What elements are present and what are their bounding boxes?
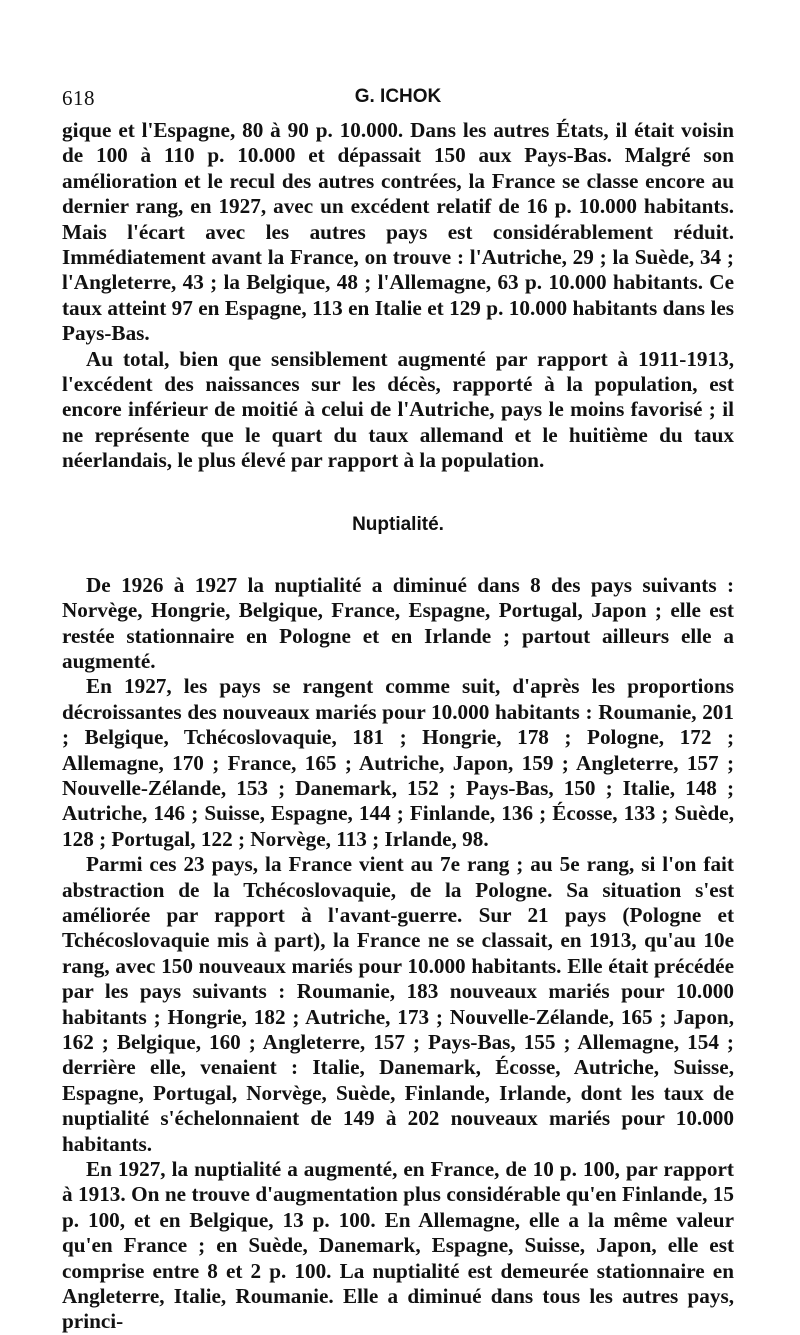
text-block-after (62, 573, 734, 1335)
document-page (62, 78, 734, 1335)
paragraph: Parmi ces 23 pays, la France vient au 7e rang ; au 5e rang, si l'on fait abstraction de la Tchécoslovaquie, de la Pologne. Sa situation s'est améliorée par rapport à l'avant-guerre. Sur 21 pays (Pologne et Tchécoslovaquie mis à part), la France ne se classait, en 1913, qu'au 10e rang, avec 150 nouveaux mariés pour 10.000 habitants. Elle était précédée par les pays suivants : Roumanie, 183 nouveaux mariés pour 10.000 habitants ; Hongrie, 182 ; Autriche, 173 ; Nouvelle-Zélande, 165 ; Japon, 162 ; Belgique, 160 ; Angleterre, 157 ; Pays-Bas, 155 ; Allemagne, 154 ; derrière elle, venaient : Italie, Danemark, Écosse, Autriche, Suisse, Espagne, Portugal, Norvège, Suède, Finlande, Irlande, dont les taux de nuptialité s'échelonnaient de 149 à 202 nouveaux mariés pour 10.000 habitants. (62, 852, 734, 1156)
page-number: 618 (62, 86, 95, 110)
paragraph: En 1927, la nuptialité a augmenté, en France, de 10 p. 100, par rapport à 1913. On ne trouve d'augmentation plus considérable qu'en Finlande, 15 p. 100, et en Belgique, 13 p. 100. En Allemagne, elle a la même valeur qu'en France ; en Suède, Danemark, Espagne, Suisse, Japon, elle est comprise entre 8 et 2 p. 100. La nuptialité est demeurée stationnaire en Angleterre, Italie, Roumanie. Elle a diminué dans tous les autres pays, princi- (62, 1157, 734, 1334)
paragraph: gique et l'Espagne, 80 à 90 p. 10.000. Dans les autres États, il était voisin de 100 à 110 p. 10.000 et dépassait 150 aux Pays-Bas. Malgré son amélioration et le recul des autres contrées, la France se classe encore au dernier rang, en 1927, avec un excédent relatif de 16 p. 10.000 habitants. Mais l'écart avec les autres pays est considérablement réduit. Immédiatement avant la France, on trouve : l'Autriche, 29 ; la Suède, 34 ; l'Angleterre, 43 ; la Belgique, 48 ; l'Allemagne, 63 p. 10.000 habitants. Ce taux atteint 97 en Espagne, 113 en Italie et 129 p. 10.000 habitants dans les Pays-Bas. (62, 118, 734, 346)
paragraph: De 1926 à 1927 la nuptialité a diminué dans 8 des pays suivants : Norvège, Hongrie, Belgique, France, Espagne, Portugal, Japon ; elle est restée stationnaire en Pologne et en Irlande ; partout ailleurs elle a augmenté. (62, 572, 734, 673)
paragraph: En 1927, les pays se rangent comme suit, d'après les proportions décroissantes des nouveaux mariés pour 10.000 habitants : Roumanie, 201 ; Belgique, Tchécoslovaquie, 181 ; Hongrie, 178 ; Pologne, 172 ; Allemagne, 170 ; France, 165 ; Autriche, Japon, 159 ; Angleterre, 157 ; Nouvelle-Zélande, 153 ; Danemark, 152 ; Pays-Bas, 150 ; Italie, 148 ; Autriche, 146 ; Suisse, Espagne, 144 ; Finlande, 136 ; Écosse, 133 ; Suède, 128 ; Portugal, 122 ; Norvège, 113 ; Irlande, 98. (62, 674, 734, 851)
section-title: Nuptialité. (352, 513, 444, 535)
text-block-before (62, 118, 734, 474)
running-title: G. ICHOK (354, 86, 442, 107)
paragraph: Au total, bien que sensiblement augmenté par rapport à 1911-1913, l'excédent des naissances sur les décès, rapporté à la population, est encore inférieur de moitié à celui de l'Autriche, pays le moins favorisé ; il ne représente que le quart du taux allemand et le huitième du taux néerlandais, le plus élevé par rapport à la population. (62, 346, 734, 473)
page-header (62, 78, 734, 118)
